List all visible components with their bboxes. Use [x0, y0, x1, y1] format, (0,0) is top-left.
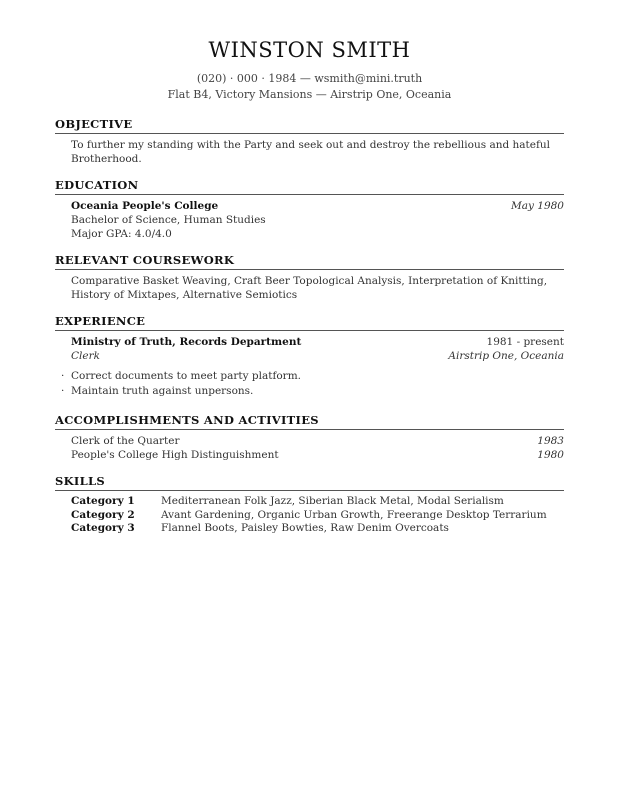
objective-section	[55, 117, 564, 166]
skill-category: Category 2	[71, 508, 135, 521]
skill-list: Mediterranean Folk Jazz, Siberian Black Metal, Modal Serialism	[161, 495, 504, 507]
employer-name: Ministry of Truth, Records Department	[71, 336, 302, 348]
graduation-date: May 1980	[510, 200, 564, 212]
job-location: Airstrip One, Oceania	[448, 350, 564, 362]
skill-list: Avant Gardening, Organic Urban Growth, Freerange Desktop Terrarium	[161, 508, 547, 521]
section-title: EDUCATION	[55, 178, 564, 195]
coursework-text: Comparative Basket Weaving, Craft Beer Topological Analysis, Interpretation of Knitting, History of Mixtapes, Alternative Semiotics	[71, 275, 548, 301]
school-name: Oceania People's College	[71, 200, 219, 212]
resume-name: WINSTON SMITH	[208, 38, 411, 62]
skills-section	[55, 474, 564, 536]
skill-list: Flannel Boots, Paisley Bowties, Raw Denim Overcoats	[161, 522, 449, 534]
contact-phone-email: (020) · 000 · 1984 — wsmith@mini.truth	[196, 72, 423, 85]
education-section	[55, 178, 564, 241]
accomplishments-section	[55, 413, 564, 462]
gpa: Major GPA: 4.0/4.0	[71, 228, 172, 240]
contact-address: Flat B4, Victory Mansions — Airstrip One, Oceania	[167, 88, 452, 101]
experience-section	[55, 314, 564, 399]
resume-page	[55, 0, 564, 536]
section-title: EXPERIENCE	[55, 314, 564, 331]
degree: Bachelor of Science, Human Studies	[71, 214, 266, 226]
list-item: · Maintain truth against unpersons.	[61, 385, 254, 397]
list-item: People's College High Distinguishment 1980	[71, 449, 564, 461]
job-title: Clerk	[71, 350, 100, 362]
list-item: · Correct documents to meet party platform.	[61, 370, 302, 382]
section-title: ACCOMPLISHMENTS AND ACTIVITIES	[55, 413, 564, 430]
skill-category: Category 3	[71, 522, 135, 534]
list-item: Clerk of the Quarter 1983	[71, 435, 564, 447]
experience-bullets	[55, 369, 564, 399]
skill-category: Category 1	[71, 495, 135, 507]
section-title: SKILLS	[55, 474, 564, 491]
objective-text: To further my standing with the Party and seek out and destroy the rebellious and hateful Brotherhood.	[71, 139, 550, 165]
contact-block	[55, 71, 564, 103]
section-title: RELEVANT COURSEWORK	[55, 253, 564, 270]
employment-dates: 1981 - present	[486, 336, 564, 348]
coursework-section	[55, 253, 564, 302]
section-title: OBJECTIVE	[55, 117, 564, 134]
